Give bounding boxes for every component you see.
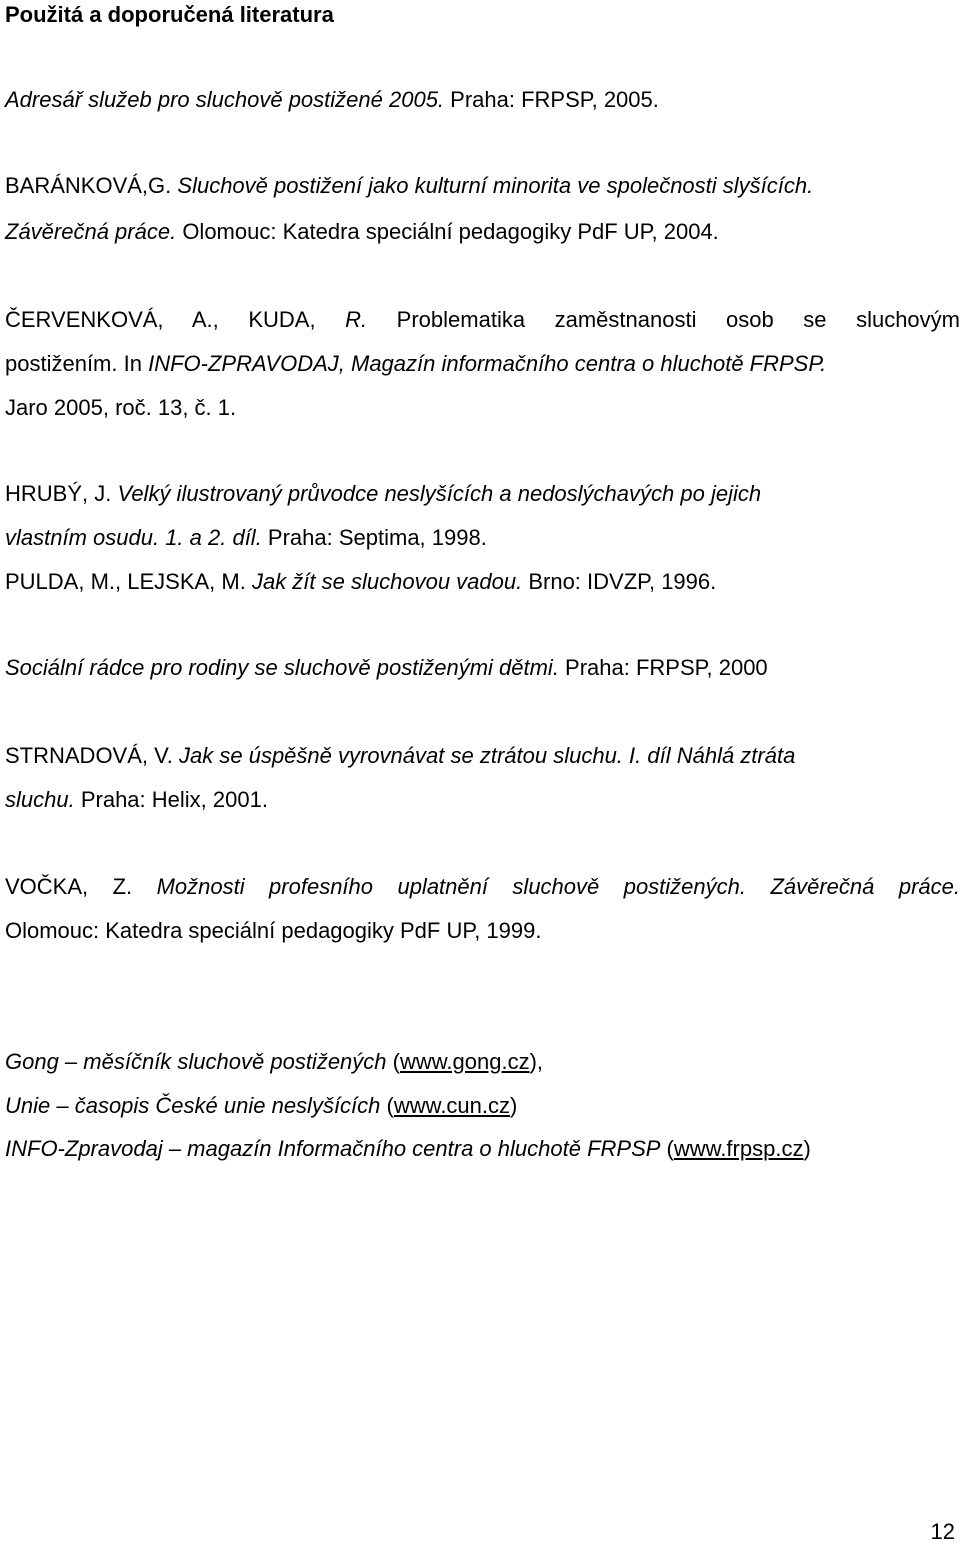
reference-title: Velký ilustrovaný průvodce neslyšících a nedoslýchavých po jejich <box>117 481 762 506</box>
reference-cervenkova-issue <box>5 393 236 423</box>
reference-hruby <box>5 479 761 509</box>
reference-adresar <box>5 85 659 115</box>
reference-cervenkova-cont <box>5 349 826 379</box>
reference-publisher: Praha: FRPSP, 2005. <box>444 87 659 112</box>
paren-open: ( <box>386 1049 400 1074</box>
reference-title: Jak se úspěšně vyrovnávat se ztrátou sluchu. I. díl Náhlá ztráta <box>179 743 796 768</box>
link-gong[interactable]: www.gong.cz <box>399 1049 530 1074</box>
paren-close: ) <box>510 1093 518 1118</box>
reference-cervenkova <box>5 305 960 335</box>
reference-author: STRNADOVÁ, V. <box>5 743 180 768</box>
reference-strnadova-cont <box>5 785 268 815</box>
reference-publisher: Praha: Helix, 2001. <box>74 787 268 812</box>
periodical-name: Unie – časopis České unie neslyšících <box>5 1093 381 1118</box>
page-number: 12 <box>930 1519 955 1544</box>
reference-title: Jak žít se sluchovou vadou. <box>251 569 523 594</box>
reference-title: Možnosti profesního uplatnění sluchově postižených. Závěrečná práce. <box>156 874 960 899</box>
reference-barankova <box>5 171 813 201</box>
reference-hruby-cont <box>5 523 487 553</box>
reference-author: ČERVENKOVÁ, A., KUDA, <box>5 307 346 332</box>
reference-author-initial: R. <box>345 307 368 332</box>
link-frpsp[interactable]: www.frpsp.cz <box>673 1136 804 1161</box>
reference-issue: Jaro 2005, roč. 13, č. 1. <box>5 395 237 420</box>
reference-socialni-radce <box>5 653 768 683</box>
periodical-gong <box>5 1047 543 1077</box>
reference-vocka <box>5 872 960 902</box>
reference-type: Závěrečná práce. <box>5 219 177 244</box>
page-title: Použitá a doporučená literatura <box>5 2 334 27</box>
reference-publisher: Brno: IDVZP, 1996. <box>522 569 717 594</box>
paren-close: ) <box>803 1136 811 1161</box>
paren-open: ( <box>380 1093 394 1118</box>
paren-close: ), <box>529 1049 544 1074</box>
reference-title-cont: postižením. <box>5 351 118 376</box>
reference-strnadova <box>5 741 795 771</box>
periodical-unie <box>5 1091 517 1121</box>
periodical-info-zpravodaj <box>5 1134 811 1164</box>
reference-title: Adresář služeb pro sluchově postižené 2005. <box>5 87 445 112</box>
reference-title: Problematika zaměstnanosti osob se sluchovým <box>367 307 960 332</box>
link-cun[interactable]: www.cun.cz <box>393 1093 511 1118</box>
reference-publisher: Olomouc: Katedra speciální pedagogiky PdF UP, 1999. <box>5 918 542 943</box>
reference-title: Sociální rádce pro rodiny se sluchově postiženými dětmi. <box>5 655 559 680</box>
reference-source: INFO-ZPRAVODAJ, Magazín informačního centra o hluchotě FRPSP. <box>148 351 827 376</box>
reference-pulda <box>5 567 716 597</box>
reference-publisher: Praha: FRPSP, 2000 <box>558 655 768 680</box>
reference-author: HRUBÝ, J. <box>5 481 118 506</box>
reference-title-cont: vlastním osudu. 1. a 2. díl. <box>5 525 262 550</box>
reference-barankova-cont <box>5 217 719 247</box>
periodical-name: INFO-Zpravodaj – magazín Informačního centra o hluchotě FRPSP <box>5 1136 661 1161</box>
reference-vocka-cont <box>5 916 541 946</box>
reference-author: PULDA, M., LEJSKA, M. <box>5 569 252 594</box>
reference-title: Sluchově postižení jako kulturní minorita ve společnosti slyšících. <box>177 173 814 198</box>
paren-open: ( <box>660 1136 674 1161</box>
reference-author: BARÁNKOVÁ,G. <box>5 173 178 198</box>
reference-publisher: Olomouc: Katedra speciální pedagogiky PdF UP, 2004. <box>176 219 719 244</box>
reference-in: In <box>117 351 149 376</box>
reference-publisher: Praha: Septima, 1998. <box>261 525 487 550</box>
reference-title-cont: sluchu. <box>5 787 75 812</box>
periodical-name: Gong – měsíčník sluchově postižených <box>5 1049 387 1074</box>
reference-author: VOČKA, Z. <box>5 874 157 899</box>
